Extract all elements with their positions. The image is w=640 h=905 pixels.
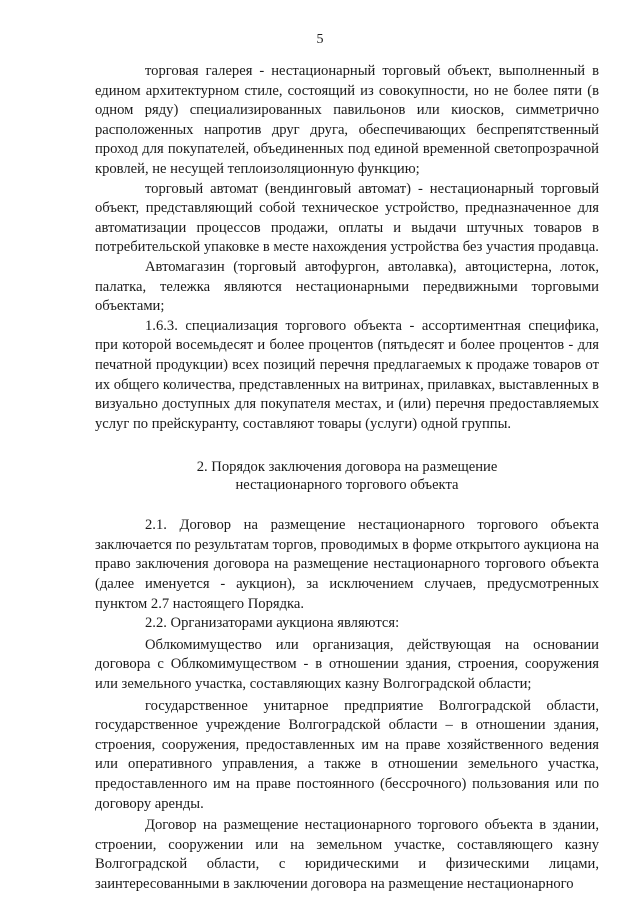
paragraph-trade-gallery: торговая галерея - нестационарный торговый объект, выполненный в едином архитектурном стиле, состоящий из совокупности, но не более пяти (в одном ряду) специализированных павильонов или киосков, симметрично расположенных напротив друг друга, обеспечивающих беспрепятственный проход для покупателей, объединенных под единой временной светопрозрачной кровлей, не несущей теплоизоляционную функцию;	[95, 63, 599, 177]
paragraph-2-2: 2.2. Организаторами аукциона являются:	[145, 615, 400, 632]
document-body	[95, 62, 599, 895]
paragraph-state-enterprise: государственное унитарное предприятие Волгоградской области, государственное учреждение Волгоградской области – в отношении здания, строения, сооружения, предоставленных им на праве хозяйственного ведения или оперативного управления, а также в отношении земельного участка, предоставленного им на праве постоянного (бессрочного) пользования или по договору аренды.	[95, 697, 599, 812]
paragraph-oblkomimushchestvo: Облкомимущество или организация, действующая на основании договора с Облкомимуществом - в отношении здания, строения, сооружения или земельного участка, составляющих казну Волгоградской области;	[95, 636, 599, 693]
section-heading	[95, 458, 599, 494]
section-heading-line-1: 2. Порядок заключения договора на размещение	[196, 459, 498, 476]
paragraph-contract: Договор на размещение нестационарного торгового объекта в здании, строении, сооружении или на земельном участке, составляющего казну Волгоградской области, с юридическими и физическими лицами, заинтересованными в заключении договора на размещение нестационарного	[95, 817, 599, 892]
paragraph-mobile-shops: Автомагазин (торговый автофургон, автолавка), автоцистерна, лоток, палатка, тележка являются нестационарными передвижными торговыми объектами;	[95, 258, 599, 315]
paragraph-specialization: 1.6.3. специализация торгового объекта - ассортиментная специфика, при которой восемьдесят и более процентов (пятьдесят и более процентов - для печатной продукции) всех позиций перечня предлагаемых к продаже товаров от их общего количества, представленных на витринах, прилавках, выставленных в визуально доступных для покупателя местах, и (или) перечня предоставляемых услуг по прейскуранту, составляют товары (услуги) одной группы.	[95, 317, 599, 432]
section-heading-line-2: нестационарного торгового объекта	[235, 477, 459, 494]
paragraph-vending-machine: торговый автомат (вендинговый автомат) - нестационарный торговый объект, представляющий собой техническое устройство, предназначенное для автоматизации процессов продажи, оплаты и выдачи штучных товаров в потребительской упаковке в месте нахождения устройства без участия продавца.	[95, 180, 599, 256]
page-number: 5	[316, 32, 324, 47]
paragraph-2-1: 2.1. Договор на размещение нестационарного торгового объекта заключается по результатам торгов, проводимых в форме открытого аукциона на право заключения договора на размещение нестационарного торгового объекта (далее именуется - аукцион), за исключением случаев, предусмотренных пунктом 2.7 настоящего Порядка.	[95, 517, 599, 612]
